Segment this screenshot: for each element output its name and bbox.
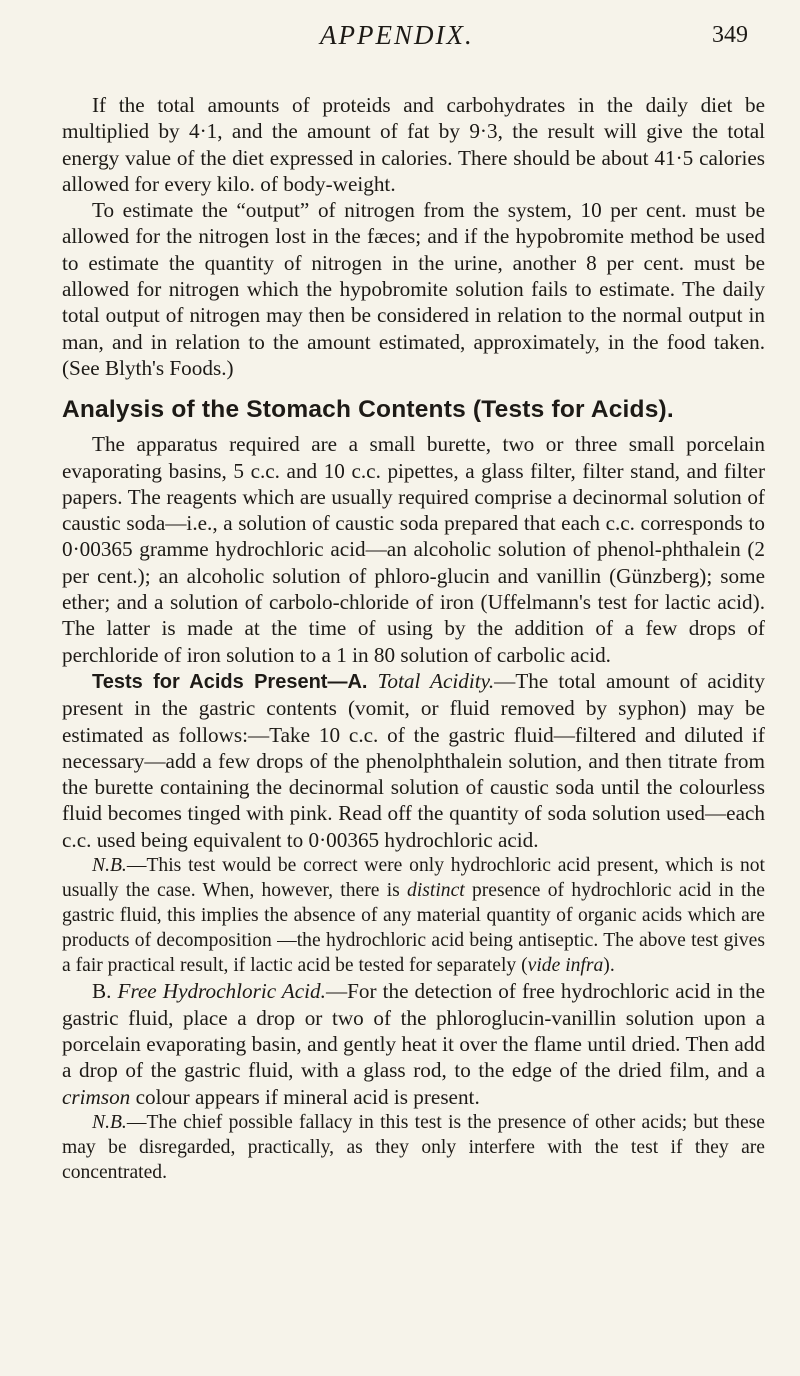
subheading-free-hydrochloric-acid: Free Hydrochloric Acid. (117, 979, 326, 1004)
subheading-tests-for-acids: Tests for Acids Present—A. (92, 670, 368, 693)
paragraph-calories: If the total amounts of proteids and carbohydrates in the daily diet be multiplied by 4·1, and the amount of fat by 9·3, the result will give the total energy value of the diet expressed in calories. There should be about 41·5 calories allowed for every kilo. of body-weight. (62, 93, 765, 196)
nb-label: N.B. (92, 1111, 127, 1133)
total-acidity-text: —The total amount of acidity present in the gastric contents (vomit, or fluid removed by syphon) may be estimated as follows:—Take 10 c.c. of the gastric fluid—filtered and diluted if necessary—add a few drops of the phenolphthalein solution, and then titrate from the burette containing the decinormal solution of caustic soda until the colourless fluid becomes tinged with pink. Read off the quantity of soda solution used—each c.c. used being equivalent to 0·00365 hydrochloric acid. (62, 668, 766, 852)
paragraph-free-hydrochloric: B. Free Hydrochloric Acid.—For the detection of free hydrochloric acid in the gastric fluid, place a drop or two of the phloroglucin-vanillin solution upon a porcelain evaporating basin, and gently heat it over the flame until dried. Then add a drop of the gastric fluid, with a glass rod, to the edge of the dried film, and a crimson colour appears if mineral acid is present. (62, 979, 766, 1109)
subheading-b: B. (92, 979, 112, 1004)
note-total-acidity: N.B.—This test would be correct were only hydrochloric acid present, which is not usually the case. When, however, there is distinct presence of hydrochloric acid in the gastric fluid, this implies the absence of any material quantity of organic acids which are products of decomposition —the hydrochloric acid being antiseptic. The above test gives a fair practical result, if lactic acid be tested for separately (vide infra). (62, 855, 765, 977)
section-heading: Analysis of the Stomach Contents (Tests for Acids). (62, 396, 674, 424)
note-free-hydrochloric: N.B.—The chief possible fallacy in this test is the presence of other acids; but these may be disregarded, practically, as they only interfere with the test if they are concentrated. (62, 1111, 765, 1184)
nb-label: N.B. (92, 855, 127, 877)
paragraph-total-acidity (62, 668, 765, 853)
page-number: 349 (712, 22, 748, 48)
paragraph-nitrogen-output: To estimate the “output” of nitrogen from the system, 10 per cent. must be allowed for the nitrogen lost in the fæces; and if the hypobromite method be used to estimate the quantity of nitrogen in the urine, another 8 per cent. must be allowed for nitrogen which the hypobromite solution fails to estimate. The daily total output of nitrogen may then be considered in relation to the normal output in man, and in relation to the amount estimated, approximately, in the food taken. (See Blyth's Foods.) (62, 198, 765, 380)
paragraph-apparatus: The apparatus required are a small burette, two or three small porcelain evaporating basins, 5 c.c. and 10 c.c. pipettes, a glass filter, filter stand, and filter papers. The reagents which are usually required comprise a decinormal solution of caustic soda—i.e., a solution of caustic soda prepared that each c.c. corresponds to 0·00365 gramme hydrochloric acid—an alcoholic solution of phenol-phthalein (2 per cent.); an alcoholic solution of phloro-glucin and vanillin (Günzberg); some ether; and a solution of carbolo-chloride of iron (Uffelmann's test for lactic acid). The latter is made at the time of using by the addition of a few drops of perchloride of iron solution to a 1 in 80 solution of carbolic acid. (62, 432, 765, 667)
page-header (0, 20, 800, 60)
page-body (62, 92, 765, 1185)
running-head: APPENDIX. (320, 20, 474, 50)
subheading-total-acidity: Total Acidity. (377, 668, 495, 693)
